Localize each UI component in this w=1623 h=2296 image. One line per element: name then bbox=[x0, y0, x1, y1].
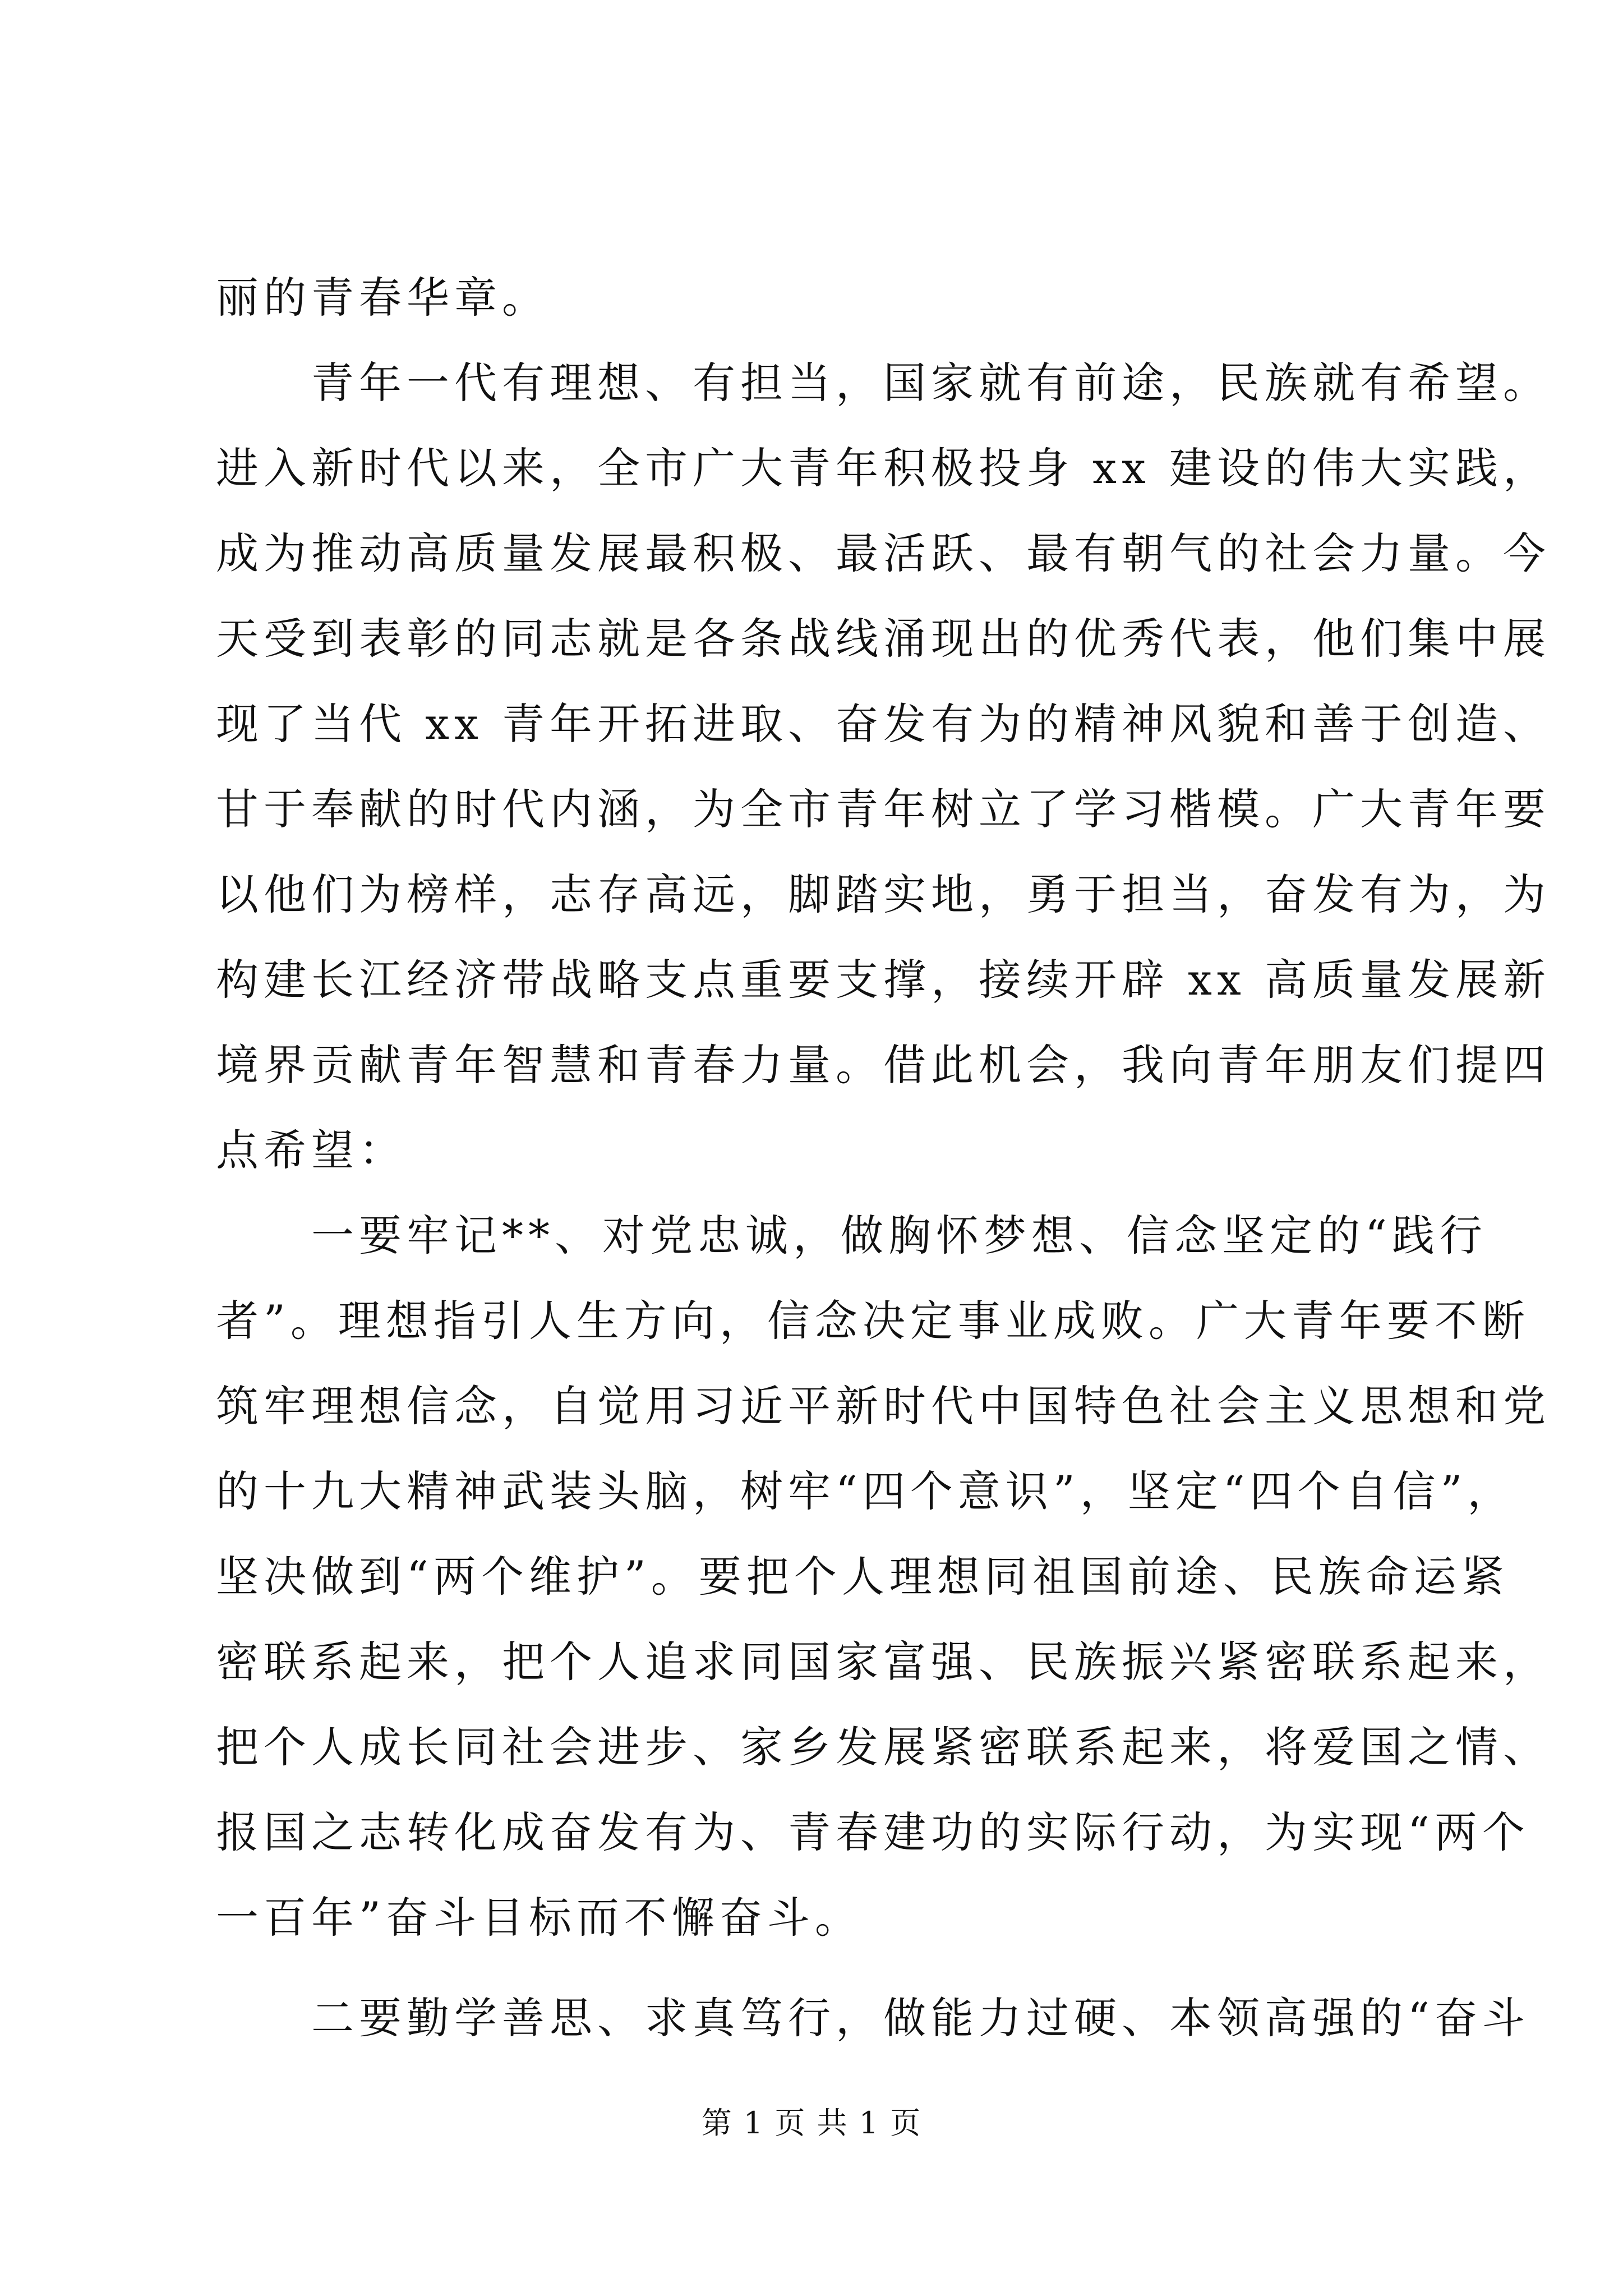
paragraph-line: 境界贡献青年智慧和青春力量。借此机会，我向青年朋友们提四 bbox=[216, 1040, 1551, 1090]
paragraph-line: 坚决做到“两个维护”。要把个人理想同祖国前途、民族命运紧 bbox=[216, 1552, 1509, 1602]
paragraph-line: 的十九大精神武装头脑，树牢“四个意识”，坚定“四个自信”， bbox=[216, 1466, 1515, 1516]
paragraph-line: 二要勤学善思、求真笃行，做能力过硬、本领高强的“奋斗 bbox=[216, 1993, 1530, 2043]
paragraph-line: 筑牢理想信念，自觉用习近平新时代中国特色社会主义思想和党 bbox=[216, 1381, 1551, 1431]
paragraph-line: 进入新时代以来，全市广大青年积极投身 xx 建设的伟大实践， bbox=[216, 443, 1551, 493]
page-number-footer: 第 1 页 共 1 页 bbox=[701, 2105, 922, 2141]
paragraph-line: 一百年”奋斗目标而不懈奋斗。 bbox=[216, 1893, 863, 1943]
document-body bbox=[216, 255, 1551, 2061]
paragraph-line: 青年一代有理想、有担当，国家就有前途，民族就有希望。 bbox=[216, 358, 1551, 408]
paragraph-line: 密联系起来，把个人追求同国家富强、民族振兴紧密联系起来， bbox=[216, 1637, 1551, 1687]
paragraph-line: 报国之志转化成奋发有为、青春建功的实际行动，为实现“两个 bbox=[216, 1807, 1530, 1857]
paragraph-line: 现了当代 xx 青年开拓进取、奋发有为的精神风貌和善于创造、 bbox=[216, 699, 1551, 749]
paragraph-line: 者”。理想指引人生方向，信念决定事业成败。广大青年要不断 bbox=[216, 1296, 1530, 1346]
paragraph-line: 丽的青春华章。 bbox=[216, 273, 550, 323]
paragraph-line: 天受到表彰的同志就是各条战线涌现出的优秀代表，他们集中展 bbox=[216, 614, 1551, 664]
paragraph-spacing bbox=[216, 1961, 1427, 1976]
paragraph-line: 构建长江经济带战略支点重要支撑，接续开辟 xx 高质量发展新 bbox=[216, 955, 1551, 1005]
paragraph-line: 成为推动高质量发展最积极、最活跃、最有朝气的社会力量。今 bbox=[216, 528, 1551, 578]
paragraph-line: 点希望： bbox=[216, 1125, 407, 1175]
paragraph-line: 一要牢记**、对党忠诚，做胸怀梦想、信念坚定的“践行 bbox=[216, 1211, 1487, 1260]
paragraph-line: 把个人成长同社会进步、家乡发展紧密联系起来，将爱国之情、 bbox=[216, 1722, 1551, 1772]
paragraph-line: 以他们为榜样，志存高远，脚踏实地，勇于担当，奋发有为，为 bbox=[216, 869, 1551, 919]
paragraph-line: 甘于奉献的时代内涵，为全市青年树立了学习楷模。广大青年要 bbox=[216, 784, 1551, 834]
